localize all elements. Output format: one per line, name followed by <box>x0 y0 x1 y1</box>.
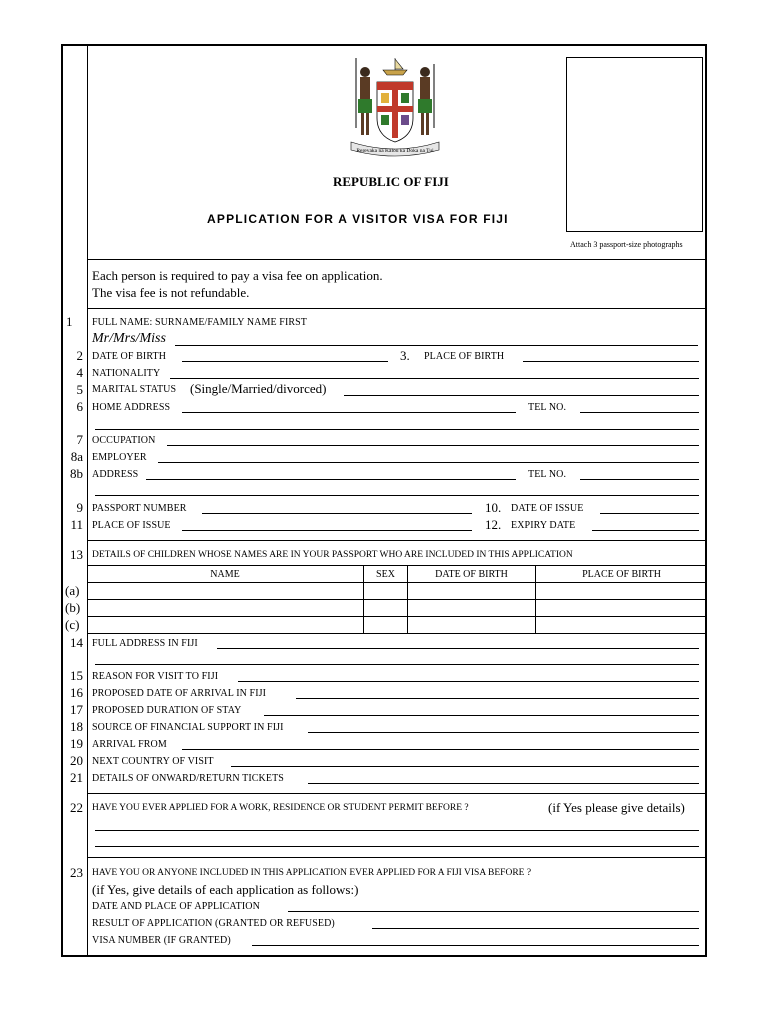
visa-number-label: VISA NUMBER (IF GRANTED) <box>92 935 231 946</box>
arrival-date-label: PROPOSED DATE OF ARRIVAL IN FIJI <box>92 688 267 699</box>
financial-support-field[interactable] <box>308 732 699 733</box>
prior-permit-field[interactable] <box>95 830 699 831</box>
field-number: 19 <box>70 736 83 751</box>
table-row <box>87 583 707 600</box>
date-of-birth-field[interactable] <box>182 361 388 362</box>
marital-status-label: MARITAL STATUS <box>92 384 177 395</box>
field-number: 16 <box>70 685 83 700</box>
page-title: REPUBLIC OF FIJI <box>333 174 449 189</box>
field-number: 5 <box>76 382 83 397</box>
child-b-pob[interactable] <box>536 600 708 617</box>
employer-address-field-2[interactable] <box>95 495 699 496</box>
field-number: 9 <box>76 500 83 515</box>
number-column-divider <box>87 44 88 957</box>
child-a-name[interactable] <box>87 583 364 600</box>
fiji-coat-of-arms <box>345 56 445 162</box>
onward-tickets-label: DETAILS OF ONWARD/RETURN TICKETS <box>92 773 284 784</box>
arrival-from-label: ARRIVAL FROM <box>92 739 167 750</box>
employer-tel-field[interactable] <box>580 479 699 480</box>
field-number: 6 <box>76 399 83 414</box>
child-a-sex[interactable] <box>364 583 408 600</box>
child-c-pob[interactable] <box>536 617 708 634</box>
field-number: 7 <box>76 432 83 447</box>
prior-visa-label: HAVE YOU OR ANYONE INCLUDED IN THIS APPLICATION EVER APPLIED FOR A FIJI VISA BEFORE ? <box>92 868 532 878</box>
divider <box>87 540 707 541</box>
full-name-label: FULL NAME: SURNAME/FAMILY NAME FIRST <box>92 317 308 328</box>
arrival-from-field[interactable] <box>182 749 699 750</box>
field-number: 13 <box>70 547 83 562</box>
date-of-birth-label: DATE OF BIRTH <box>92 351 167 362</box>
divider <box>87 857 707 858</box>
prior-visa-note: (if Yes, give details of each application as follows:) <box>92 882 359 897</box>
child-b-name[interactable] <box>87 600 364 617</box>
next-country-field[interactable] <box>231 766 699 767</box>
visit-reason-label: REASON FOR VISIT TO FIJI <box>92 671 219 682</box>
home-address-label: HOME ADDRESS <box>92 402 171 413</box>
occupation-label: OCCUPATION <box>92 435 156 446</box>
child-b-sex[interactable] <box>364 600 408 617</box>
field-number: 3. <box>400 348 410 363</box>
row-label-c: (c) <box>65 617 80 632</box>
next-country-label: NEXT COUNTRY OF VISIT <box>92 756 214 767</box>
passport-number-field[interactable] <box>202 513 472 514</box>
stay-duration-label: PROPOSED DURATION OF STAY <box>92 705 242 716</box>
home-tel-label: TEL NO. <box>528 402 567 413</box>
application-date-place-field[interactable] <box>288 911 699 912</box>
photo-box[interactable] <box>566 57 703 232</box>
field-number: 23 <box>70 865 83 880</box>
child-a-dob[interactable] <box>408 583 536 600</box>
fiji-address-label: FULL ADDRESS IN FIJI <box>92 638 198 649</box>
field-number: 14 <box>70 635 83 650</box>
marital-status-field[interactable] <box>344 395 699 396</box>
passport-number-label: PASSPORT NUMBER <box>92 503 187 514</box>
employer-address-label: ADDRESS <box>92 469 139 480</box>
place-of-birth-field[interactable] <box>523 361 699 362</box>
title-options: Mr/Mrs/Miss <box>92 331 166 346</box>
table-row <box>87 600 707 617</box>
child-a-pob[interactable] <box>536 583 708 600</box>
field-number: 1 <box>66 314 73 329</box>
arrival-date-field[interactable] <box>296 698 699 699</box>
onward-tickets-field[interactable] <box>308 783 699 784</box>
occupation-field[interactable] <box>167 445 699 446</box>
child-c-sex[interactable] <box>364 617 408 634</box>
prior-permit-field-2[interactable] <box>95 846 699 847</box>
date-of-issue-label: DATE OF ISSUE <box>511 503 584 514</box>
place-of-birth-label: PLACE OF BIRTH <box>424 351 505 362</box>
field-number: 15 <box>70 668 83 683</box>
col-place-of-birth: PLACE OF BIRTH <box>536 566 708 583</box>
visit-reason-field[interactable] <box>238 681 699 682</box>
application-result-field[interactable] <box>372 928 699 929</box>
field-number: 21 <box>70 770 83 785</box>
field-number: 18 <box>70 719 83 734</box>
fee-notice-line2: The visa fee is not refundable. <box>92 285 250 300</box>
prior-permit-label: HAVE YOU EVER APPLIED FOR A WORK, RESIDENCE OR STUDENT PERMIT BEFORE ? <box>92 803 469 813</box>
child-c-name[interactable] <box>87 617 364 634</box>
col-name: NAME <box>87 566 364 583</box>
col-date-of-birth: DATE OF BIRTH <box>408 566 536 583</box>
financial-support-label: SOURCE OF FINANCIAL SUPPORT IN FIJI <box>92 722 284 733</box>
home-address-field-2[interactable] <box>95 429 699 430</box>
child-b-dob[interactable] <box>408 600 536 617</box>
employer-field[interactable] <box>158 462 699 463</box>
field-number: 17 <box>70 702 83 717</box>
field-number: 2 <box>76 348 83 363</box>
row-label-a: (a) <box>65 583 80 598</box>
prior-permit-note: (if Yes please give details) <box>548 800 685 815</box>
application-date-place-label: DATE AND PLACE OF APPLICATION <box>92 901 260 912</box>
field-number: 4 <box>76 365 83 380</box>
crest-motto: Rerevaka na Kalou ka Doka na Tui <box>356 148 434 154</box>
place-of-issue-field[interactable] <box>182 530 472 531</box>
col-sex: SEX <box>364 566 408 583</box>
date-of-issue-field[interactable] <box>600 513 699 514</box>
stay-duration-field[interactable] <box>264 715 699 716</box>
row-label-b: (b) <box>65 600 81 615</box>
employer-tel-label: TEL NO. <box>528 469 567 480</box>
home-tel-field[interactable] <box>580 412 699 413</box>
field-number: 10. <box>485 500 502 515</box>
field-number: 11 <box>70 517 83 532</box>
employer-label: EMPLOYER <box>92 452 147 463</box>
employer-address-field[interactable] <box>146 479 516 480</box>
divider <box>87 793 707 794</box>
children-table-header <box>87 566 707 583</box>
expiry-date-label: EXPIRY DATE <box>511 520 576 531</box>
divider <box>87 308 707 309</box>
field-number: 8a <box>70 449 83 464</box>
form-subtitle: APPLICATION FOR A VISITOR VISA FOR FIJI <box>207 212 509 226</box>
fiji-address-field[interactable] <box>217 648 699 649</box>
fiji-address-field-2[interactable] <box>95 664 699 665</box>
home-address-field[interactable] <box>182 412 516 413</box>
fee-notice-line1: Each person is required to pay a visa fee on application. <box>92 268 383 283</box>
field-number: 20 <box>70 753 83 768</box>
photo-instruction: Attach 3 passport-size photographs <box>570 240 683 249</box>
children-table <box>87 565 707 634</box>
nationality-label: NATIONALITY <box>92 368 161 379</box>
expiry-date-field[interactable] <box>592 530 699 531</box>
place-of-issue-label: PLACE OF ISSUE <box>92 520 171 531</box>
children-details-label: DETAILS OF CHILDREN WHOSE NAMES ARE IN YOUR PASSPORT WHO ARE INCLUDED IN THIS APPLICATION <box>92 550 573 560</box>
application-result-label: RESULT OF APPLICATION (GRANTED OR REFUSED) <box>92 918 335 929</box>
field-number: 22 <box>70 800 83 815</box>
field-number: 8b <box>70 466 83 481</box>
table-row <box>87 617 707 634</box>
field-number: 12. <box>485 517 502 532</box>
divider <box>87 259 707 260</box>
full-name-field[interactable] <box>175 345 698 346</box>
child-c-dob[interactable] <box>408 617 536 634</box>
nationality-field[interactable] <box>170 378 699 379</box>
visa-number-field[interactable] <box>252 945 699 946</box>
marital-status-options: (Single/Married/divorced) <box>190 381 327 396</box>
